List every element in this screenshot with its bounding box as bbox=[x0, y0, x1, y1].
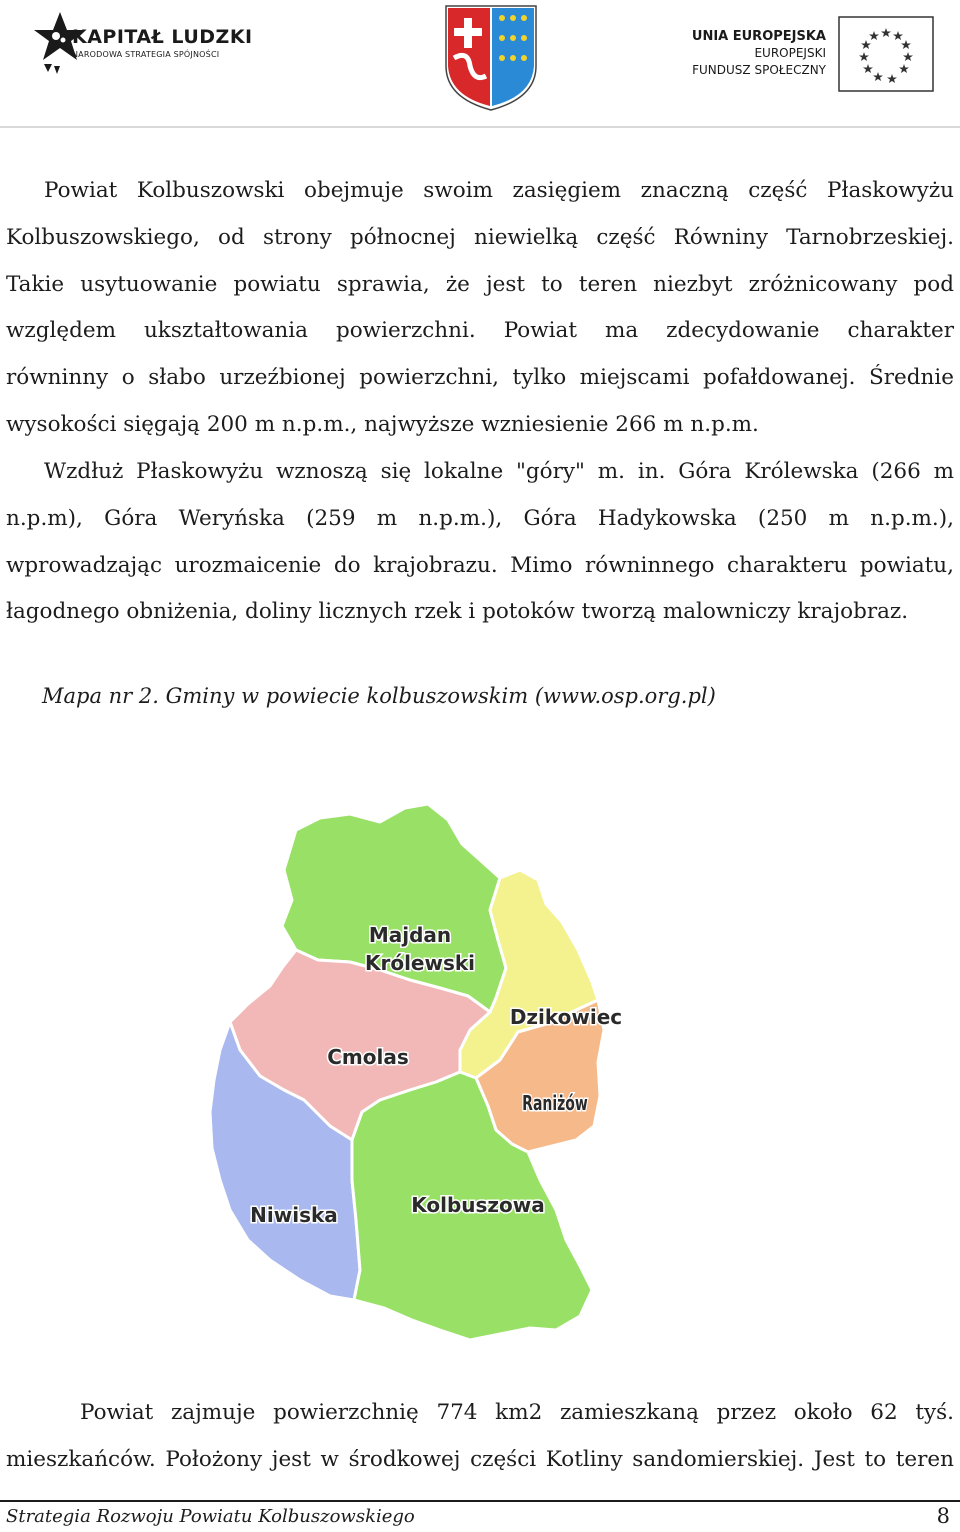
paragraph-line: Kolbuszowskiego, od strony północnej niewielką część Równiny Tarnobrzeskiej. bbox=[6, 224, 954, 250]
paragraph-line: Takie usytuowanie powiatu sprawia, że jest to teren niezbyt zróżnicowany pod bbox=[6, 271, 954, 297]
paragraph-line: wysokości sięgają 200 m n.p.m., najwyższe wzniesienie 266 m n.p.m. bbox=[6, 411, 759, 437]
footer-title: Strategia Rozwoju Powiatu Kolbuszowskiego bbox=[6, 1506, 415, 1527]
eu-logo-text bbox=[692, 28, 826, 79]
kl-logo-subtitle: NARODOWA STRATEGIA SPÓJNOŚCI bbox=[72, 50, 220, 59]
map-label-niwiska: Niwiska bbox=[250, 1203, 338, 1227]
coat-of-arms-icon bbox=[442, 2, 540, 112]
paragraph-line: łagodnego obniżenia, doliny licznych rzek i potoków tworzą malowniczy krajobraz. bbox=[6, 599, 909, 625]
header-divider bbox=[0, 126, 960, 128]
district-map bbox=[200, 800, 623, 1350]
map-label-majdan-1: Majdan bbox=[368, 923, 452, 947]
paragraph-1 bbox=[6, 168, 954, 449]
paragraph-line: względem ukształtowania powierzchni. Powiat ma zdecydowanie charakter bbox=[6, 318, 954, 344]
map-label-ranizow: Raniżów bbox=[522, 1092, 588, 1116]
paragraph-line: wprowadzając urozmaicenie do krajobrazu. Mimo równinnego charakteru powiatu, bbox=[6, 552, 954, 578]
map-label-dzikowiec: Dzikowiec bbox=[509, 1005, 623, 1029]
paragraph-line: Powiat Kolbuszowski obejmuje swoim zasięgiem znaczną część Płaskowyżu bbox=[44, 178, 954, 203]
page-header bbox=[0, 0, 960, 128]
eu-flag-icon bbox=[838, 16, 934, 92]
footer-divider bbox=[0, 1500, 960, 1502]
map-label-kolbuszowa: Kolbuszowa bbox=[411, 1193, 545, 1217]
paragraph-line: Powiat zajmuje powierzchnię 774 km2 zamieszkaną przez około 62 tyś. bbox=[80, 1400, 954, 1425]
kl-logo-title: KAPITAŁ LUDZKI bbox=[72, 26, 253, 48]
map-caption: Mapa nr 2. Gminy w powiecie kolbuszowskim (www.osp.org.pl) bbox=[42, 684, 716, 708]
paragraph-3 bbox=[6, 1390, 954, 1484]
eu-line-2: EUROPEJSKI bbox=[754, 46, 826, 60]
eu-line-3: FUNDUSZ SPOŁECZNY bbox=[692, 63, 826, 77]
map-label-cmolas: Cmolas bbox=[327, 1045, 409, 1069]
paragraph-line: równinny o słabo urzeźbionej powierzchni, tylko miejscami pofałdowanej. Średnie bbox=[6, 365, 954, 391]
paragraph-line: Wzdłuż Płaskowyżu wznoszą się lokalne "góry" m. in. Góra Królewska (266 m bbox=[44, 459, 954, 484]
page-number: 8 bbox=[936, 1504, 950, 1528]
eu-line-1: UNIA EUROPEJSKA bbox=[691, 29, 826, 44]
map-label-majdan-2: Królewski bbox=[364, 951, 476, 975]
paragraph-line: mieszkańców. Położony jest w środkowej części Kotliny sandomierskiej. Jest to teren bbox=[6, 1446, 954, 1472]
paragraph-line: n.p.m), Góra Weryńska (259 m n.p.m.), Góra Hadykowska (250 m n.p.m.), bbox=[6, 505, 954, 531]
paragraph-2 bbox=[6, 449, 954, 636]
